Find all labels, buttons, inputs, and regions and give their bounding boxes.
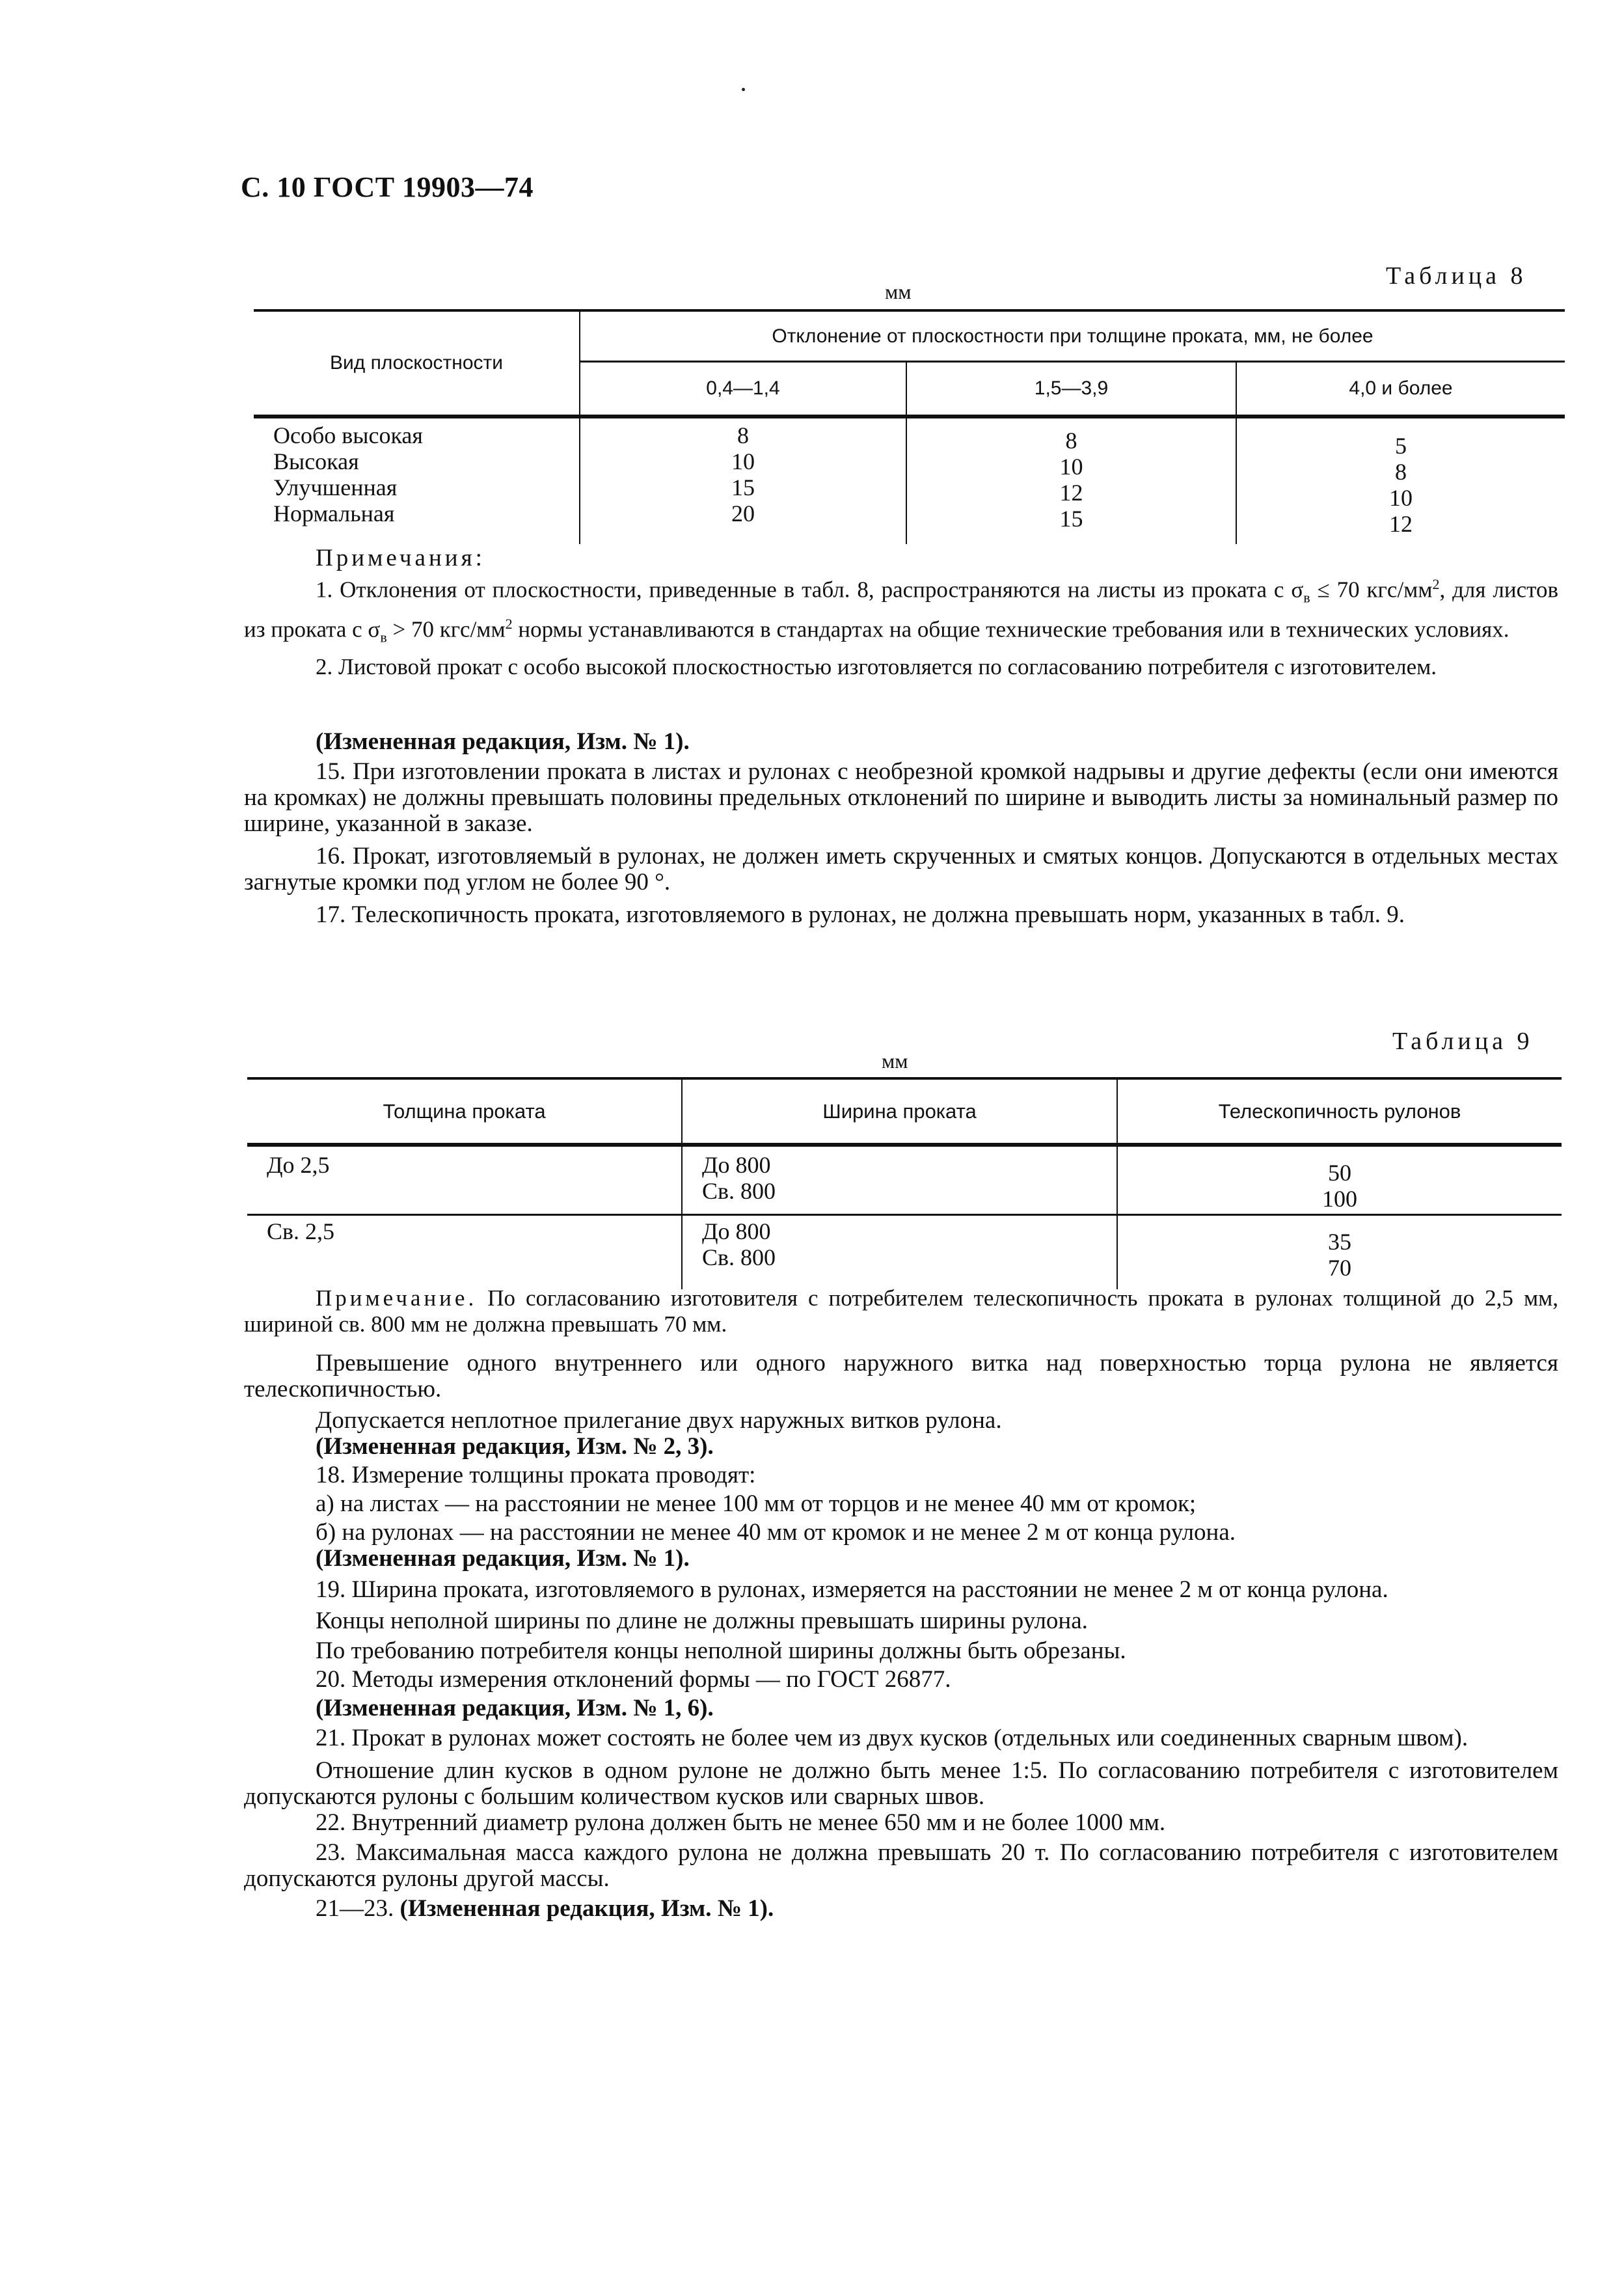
paragraph-21: 21. Прокат в рулонах может состоять не более чем из двух кусков (отдельных или соединенных сварным швом).	[316, 1725, 1468, 1751]
table8-row-name: Особо высокая	[273, 422, 423, 448]
paragraph-22: 22. Внутренний диаметр рулона должен быть не менее 650 мм и не более 1000 мм.	[316, 1809, 1166, 1836]
table9-cell-thickness: Св. 2,5	[247, 1215, 682, 1290]
table8-subheader-1: 0,4—1,4	[580, 362, 906, 417]
paragraph-19: 19. Ширина проката, изготовляемого в рулонах, измеряется на расстоянии не менее 2 м от конца рулона.	[316, 1576, 1388, 1603]
paragraph-16: 16. Прокат, изготовляемый в рулонах, не должен иметь скрученных и смятых концов. Допускаются в отдельных местах загнутые кромки под углом не более 90 °.	[244, 843, 1558, 896]
table8-cell: 10	[731, 448, 755, 474]
table8-cell: 8	[737, 422, 749, 448]
table8-cell: 15	[731, 474, 755, 500]
paragraph-21b: Отношение длин кусков в одном рулоне не должно быть менее 1:5. По согласованию потребителя с изготовителем допускаются рулоны с большим количеством кусков или сварных швов.	[244, 1757, 1558, 1810]
paragraph-exceed: Превышение одного внутреннего или одного наружного витка над поверхностью торца рулона не является телескопичностью.	[244, 1350, 1558, 1402]
section-17-23	[244, 1350, 1558, 1922]
table9-header-width: Ширина проката	[682, 1078, 1117, 1145]
paragraph-18a: а) на листах — на расстоянии не менее 100 мм от торцов и не менее 40 мм от кромок;	[316, 1490, 1197, 1517]
table8-cell: 20	[731, 500, 755, 527]
paragraph-19c: По требованию потребителя концы неполной ширины должны быть обрезаны.	[316, 1637, 1126, 1664]
paragraph-18: 18. Измерение толщины проката проводят:	[316, 1462, 756, 1488]
table8-cell: 10	[1059, 454, 1083, 480]
table8-row-name: Улучшенная	[273, 474, 398, 500]
table8-caption: Таблица 8	[1386, 262, 1527, 290]
table8-cell: 12	[1059, 480, 1083, 506]
note-text: По согласованию изготовителя с потребителем телескопичность проката в рулонах толщиной до 2,5 мм, шириной св. 800 мм не должна превышать 70 мм.	[244, 1285, 1558, 1337]
paragraph-19b: Концы неполной ширины по длине не должны превышать ширины рулона.	[316, 1608, 1088, 1634]
note-1: 1. Отклонения от плоскостности, приведенные в табл. 8, распространяются на листы из проката с $\sigma_в \le 70$ кгс/$мм^2$, для листов из проката с $\sigma_в > 70$ кгс/$мм^2$ нормы устанавливаются в стандартах на общие технические требования или в технических условиях.	[244, 576, 1559, 646]
table8-row-name: Высокая	[273, 448, 359, 474]
table9-cell-value: 50	[1328, 1160, 1351, 1186]
paragraph-20: 20. Методы измерения отклонений формы — по ГОСТ 26877.	[316, 1666, 951, 1693]
table9-cell-value: 100	[1322, 1186, 1357, 1212]
amendment-note: (Измененная редакция, Изм. № 2, 3).	[316, 1433, 714, 1460]
table9-cell-width: До 800	[702, 1218, 771, 1244]
table9-cell-value: 35	[1328, 1229, 1351, 1255]
table9-header-telescopicity: Телескопичность рулонов	[1117, 1078, 1562, 1145]
table8-subheader-2: 1,5—3,9	[906, 362, 1236, 417]
amendment-note: (Измененная редакция, Изм. № 1).	[316, 1545, 690, 1572]
table8-row-name: Нормальная	[273, 500, 395, 527]
table9-unit: мм	[882, 1049, 908, 1073]
note-label: Примечание.	[316, 1285, 478, 1311]
table8-cell: 12	[1389, 511, 1413, 537]
section-15-17	[244, 729, 1558, 928]
table9-cell-thickness: До 2,5	[247, 1145, 682, 1215]
table9-row	[247, 1145, 1562, 1215]
table8-cell: 8	[1065, 428, 1077, 454]
table8-notes	[244, 545, 1558, 680]
table9-note	[244, 1285, 1558, 1337]
notes-title: Примечания:	[316, 545, 485, 571]
amendment-note: (Измененная редакция, Изм. № 1).	[316, 728, 690, 755]
table9-caption: Таблица 9	[1392, 1028, 1534, 1055]
table9-row	[247, 1215, 1562, 1290]
table8-body	[254, 417, 1565, 544]
note-2: 2. Листовой прокат с особо высокой плоскостностью изготовляется по согласованию потребителя с изготовителем.	[316, 654, 1437, 680]
table8-cell: 8	[1395, 459, 1407, 485]
paragraph-18b: б) на рулонах — на расстоянии не менее 40 мм от кромок и не менее 2 м от конца рулона.	[316, 1519, 1236, 1546]
table9-header-thickness: Толщина проката	[247, 1078, 682, 1145]
table8-cell: 15	[1059, 506, 1083, 532]
table8-header-type: Вид плоскостности	[329, 352, 503, 374]
table8-cell: 5	[1395, 433, 1407, 459]
paragraph-allow: Допускается неплотное прилегание двух наружных витков рулона.	[316, 1407, 1002, 1434]
table9-cell-width: До 800	[702, 1152, 771, 1178]
scan-speck	[742, 88, 745, 91]
paragraph-21-23-amendment: 21—23. (Измененная редакция, Изм. № 1).	[316, 1895, 774, 1922]
paragraph-15: 15. При изготовлении проката в листах и рулонах с необрезной кромкой надрывы и другие дефекты (если они имеются на кромках) не должны превышать половины предельных отклонений по ширине и выводить листы за номинальный размер по ширине, указанной в заказе.	[244, 758, 1558, 837]
table8-unit: мм	[885, 280, 912, 303]
table9-cell-width: Св. 800	[702, 1244, 776, 1270]
table9-cell-width: Св. 800	[702, 1178, 776, 1204]
table8-subheader-3: 4,0 и более	[1236, 362, 1565, 417]
paragraph-23: 23. Максимальная масса каждого рулона не должна превышать 20 т. По согласованию потребителя с изготовителем допускаются рулоны другой массы.	[244, 1839, 1558, 1892]
table8	[254, 309, 1565, 544]
page-header: С. 10 ГОСТ 19903—74	[241, 171, 534, 203]
amendment-note: (Измененная редакция, Изм. № 1, 6).	[316, 1695, 714, 1721]
table8-header-group: Отклонение от плоскостности при толщине проката, мм, не более	[580, 310, 1565, 362]
table9	[247, 1077, 1562, 1289]
paragraph-17: 17. Телескопичность проката, изготовляемого в рулонах, не должна превышать норм, указанных в табл. 9.	[316, 901, 1405, 928]
table8-cell: 10	[1389, 485, 1413, 511]
table9-cell-value: 70	[1328, 1255, 1351, 1281]
